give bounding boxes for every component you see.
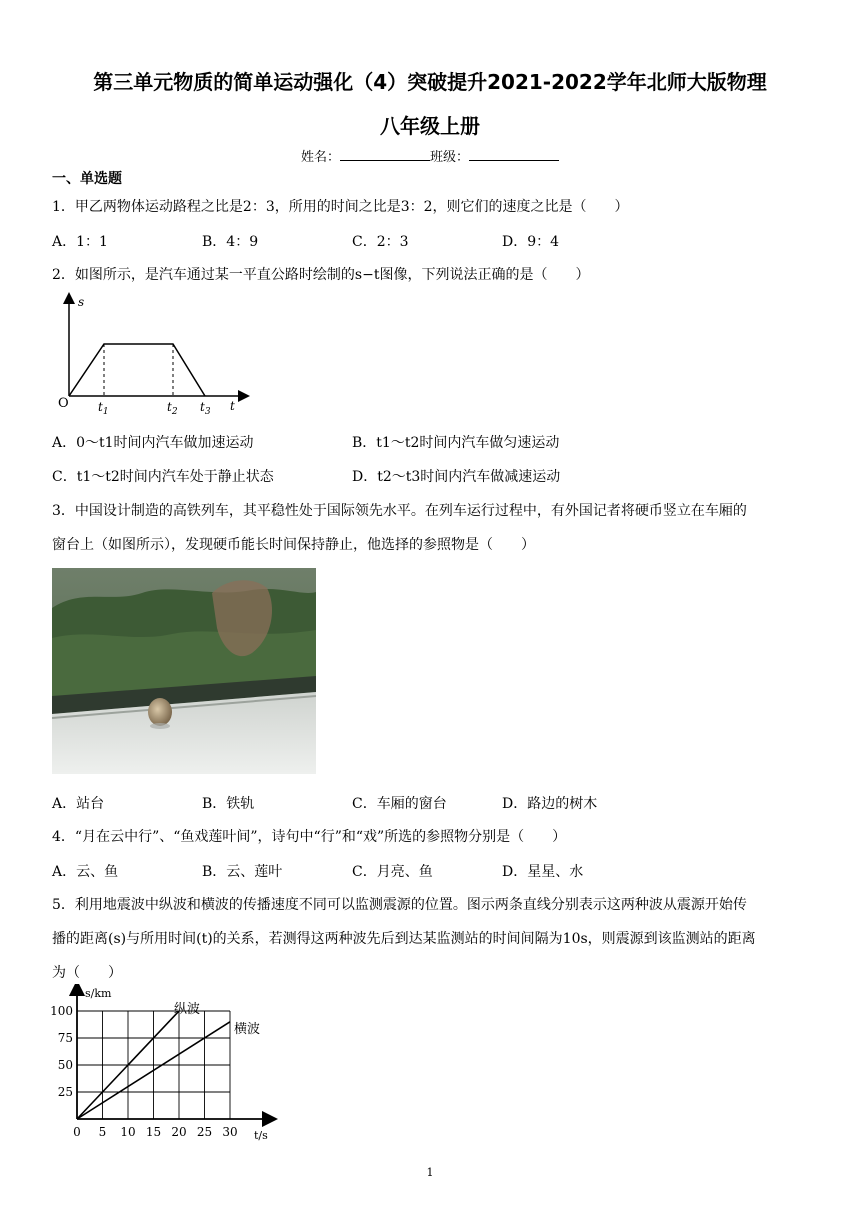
q5-wave-chart (48, 984, 288, 1144)
q5-y-tick-50: 50 (57, 1058, 73, 1072)
q4-option-c: C．月亮、鱼 (352, 864, 433, 880)
q2-x-label: t (230, 399, 235, 413)
section-heading: 一、单选题 (52, 171, 122, 187)
q5-x-axis-label: t/s (254, 1129, 268, 1142)
q2-option-d: D．t2～t3时间内汽车做减速运动 (352, 469, 561, 485)
q5-x-tick-25: 25 (196, 1125, 213, 1139)
q1-option-a: A．1：1 (52, 234, 108, 250)
q5-y-axis-label: s/km (85, 987, 112, 1000)
question-3-line-1: 3．中国设计制造的高铁列车，其平稳性处于国际领先水平。在列车运行过程中，有外国记者将硬币竖立在车厢的 (52, 503, 747, 519)
q2-tick-t2: $t_2$ (167, 400, 178, 417)
name-label: 姓名： (300, 150, 340, 165)
title-line-1: 第三单元物质的简单运动强化（4）突破提升2021-2022学年北师大版物理 (93, 70, 767, 94)
question-2-text: 2．如图所示，是汽车通过某一平直公路时绘制的s−t图像，下列说法正确的是（ ） (52, 267, 590, 283)
q2-option-b: B．t1～t2时间内汽车做匀速运动 (352, 435, 560, 451)
q2-option-a: A．0～t1时间内汽车做加速运动 (52, 435, 254, 451)
q2-y-label: s (78, 295, 85, 309)
q5-y-tick-100: 100 (50, 1004, 73, 1018)
page-number: 1 (426, 1166, 434, 1179)
q3-option-a: A．站台 (52, 796, 105, 812)
q2-tick-t1: $t_1$ (98, 400, 109, 417)
q2-origin-label: O (58, 396, 69, 411)
class-label: 班级： (430, 150, 470, 165)
q2-graph-line (69, 344, 205, 396)
q2-st-graph (52, 292, 252, 417)
question-4-text: 4．“月在云中行”、“鱼戏莲叶间”，诗句中“行”和“戏”所选的参照物分别是（ ） (52, 829, 567, 845)
question-3-line-2: 窗台上（如图所示），发现硬币能长时间保持静止，他选择的参照物是（ ） (52, 537, 535, 553)
question-5-line-2: 播的距离(s)与所用时间(t)的关系，若测得这两种波先后到达某监测站的时间间隔为10s，则震源到该监测站的距离 (52, 931, 756, 947)
q5-x-tick-30: 30 (222, 1125, 238, 1139)
q3-coin-photo (52, 568, 316, 774)
q2-option-c: C．t1～t2时间内汽车处于静止状态 (52, 469, 274, 485)
question-1-text: 1．甲乙两物体运动路程之比是2：3，所用的时间之比是3：2，则它们的速度之比是（ ） (52, 199, 629, 215)
class-blank[interactable] (469, 148, 559, 161)
q5-y-tick-75: 75 (57, 1031, 73, 1045)
q4-option-b: B．云、莲叶 (202, 864, 283, 880)
question-5-line-3: 为（ ） (52, 965, 122, 981)
q5-x-tick-10: 10 (120, 1125, 136, 1139)
question-5-line-1: 5．利用地震波中纵波和横波的传播速度不同可以监测震源的位置。图示两条直线分别表示这两种波从震源开始传 (52, 897, 747, 913)
q5-series-label-longitudinal: 纵波 (174, 1002, 201, 1017)
q3-option-d: D．路边的树木 (502, 796, 598, 812)
title-line-2: 八年级上册 (380, 114, 480, 138)
q5-series-label-transverse: 横波 (234, 1022, 261, 1037)
q5-x-tick-20: 20 (171, 1125, 187, 1139)
q1-option-d: D．9：4 (502, 234, 560, 250)
q3-option-c: C．车厢的窗台 (352, 796, 447, 812)
q3-option-b: B．铁轨 (202, 796, 255, 812)
q5-x-tick-5: 5 (98, 1125, 107, 1139)
q4-option-d: D．星星、水 (502, 864, 584, 880)
student-info (0, 146, 860, 165)
q2-tick-t3: $t_3$ (200, 400, 211, 417)
q5-x-tick-15: 15 (145, 1125, 162, 1139)
q5-y-tick-25: 25 (57, 1085, 73, 1099)
name-blank[interactable] (340, 148, 430, 161)
q1-option-c: C．2：3 (352, 234, 409, 250)
q4-option-a: A．云、鱼 (52, 864, 119, 880)
q1-option-b: B．4：9 (202, 234, 259, 250)
q5-x-tick-0: 0 (73, 1125, 81, 1139)
